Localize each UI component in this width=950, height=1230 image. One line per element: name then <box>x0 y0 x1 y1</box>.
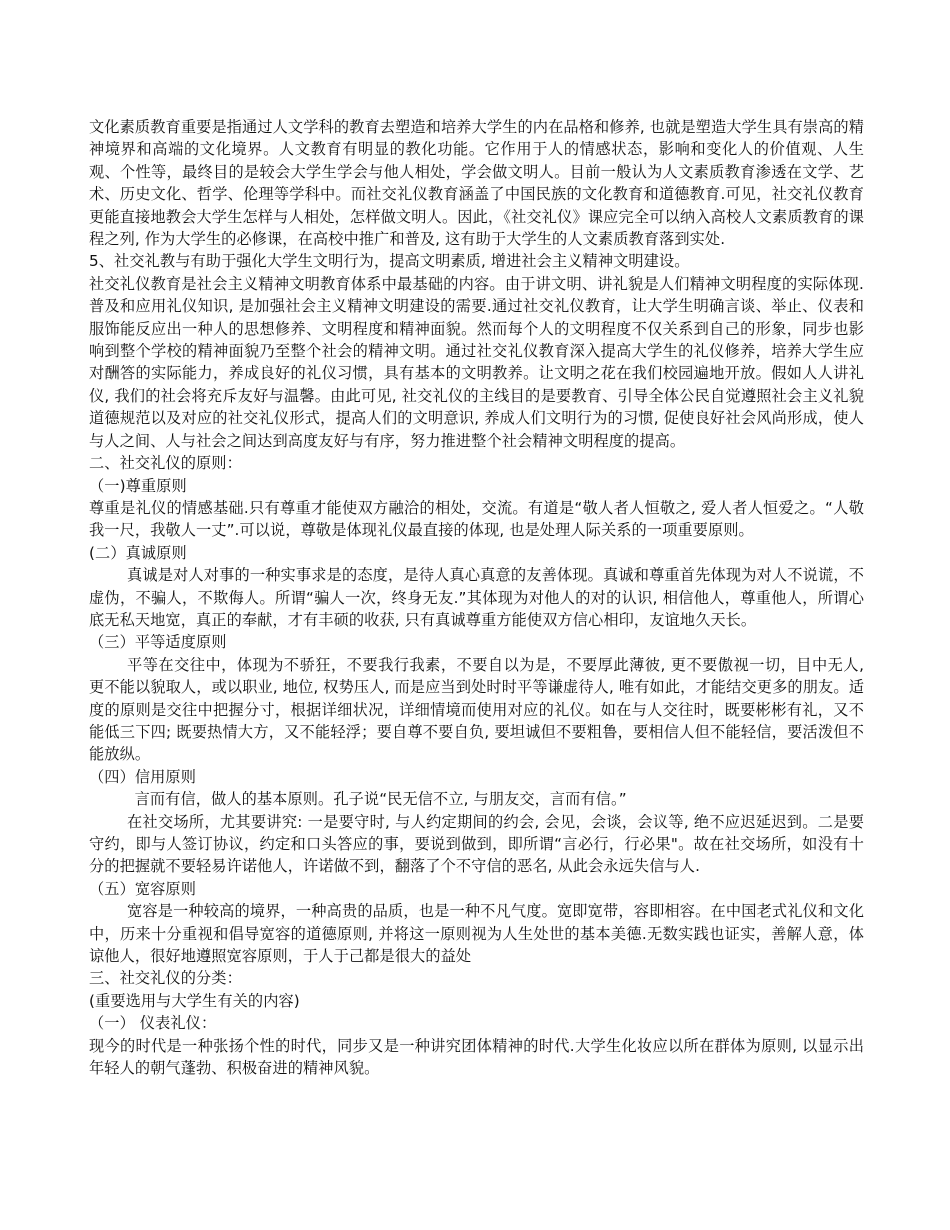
subheading-equality: （三）平等适度原则 <box>89 633 227 652</box>
classification-note: (重要选用与大学生有关的内容) <box>89 991 300 1010</box>
paragraph-equality: 平等在交往中，体现为不骄狂，不要我行我素，不要自以为是，不要厚此薄彼, 更不要傲视一切，目中无人, 更不能以貌取人，或以职业, 地位, 权势压人, 而是应当到处时时平等谦虚待人, 唯有如此，才能结交更多的朋友。适度的原则是交往中把握分寸，根据详细状况，详细情境而使用对应的礼仪。如在与人交往时，既要彬彬有礼，又不能低三下四; 既要热情大方，又不能轻浮；要自尊不要自负, 要坦诚但不要粗鲁，要相信人但不能轻信，要活泼但不能放纵。 <box>89 655 864 764</box>
section-heading-classification: 三、社交礼仪的分类： <box>89 969 242 988</box>
paragraph-sincerity: 真诚是对人对事的一种实事求是的态度，是待人真心真意的友善体现。真诚和尊重首先体现为对人不说谎，不虚伪，不骗人，不欺侮人。所谓“骗人一次，终身无友.”其体现为对他人的对的认识, 相信他人，尊重他人，所谓心底无私天地宽，真正的奉献，才有丰硕的收获, 只有真诚尊重方能使双方信心相印，友谊地久天长。 <box>89 566 864 629</box>
subheading-appearance-etiquette: （一） 仪表礼仪： <box>89 1014 217 1033</box>
subheading-respect: （一)尊重原则 <box>89 476 187 495</box>
paragraph-credit: 在社交场所，尤其要讲究: 一是要守时, 与人约定期间的约会, 会见，会谈，会议等, 绝不应迟延迟到。二是要守约，即与人签订协议，约定和口头答应的事，要说到做到，即所谓“言必行，行必果"。故在社交场所，如没有十分的把握就不要轻易许诺他人，许诺做不到，翻落了个不守信的恶名, 从此会永远失信与人. <box>89 812 864 876</box>
subheading-tolerance: （五）宽容原则 <box>89 879 197 898</box>
heading-point-5: 5、社交礼教与有助于强化大学生文明行为，提高文明素质, 增进社会主义精神文明建设。 <box>89 252 690 271</box>
document-page <box>89 116 864 1079</box>
subheading-sincerity: (二）真诚原则 <box>89 543 187 562</box>
paragraph-respect: 尊重是礼仪的情感基础.只有尊重才能使双方融洽的相处，交流。有道是“敬人者人恒敬之, 爱人者人恒爱之。“人敬我一尺，我敬人一丈”.可以说，尊敬是体现礼仪最直接的体现, 也是处理人际关系的一项重要原则。 <box>89 498 864 540</box>
section-heading-principles: 二、社交礼仪的原则： <box>89 454 242 473</box>
paragraph-civilization-education: 社交礼仪教育是社会主义精神文明教育体系中最基础的内容。由于讲文明、讲礼貌是人们精神文明程度的实际体现.普及和应用礼仪知识, 是加强社会主义精神文明建设的需要.通过社交礼仪教育，让大学生明确言谈、举止、仪表和服饰能反应出一种人的思想修养、文明程度和精神面貌。然而每个人的文明程度不仅关系到自己的形象，同步也影响到整个学校的精神面貌乃至整个社会的精神文明。通过社交礼仪教育深入提高大学生的礼仪修养，培养大学生应对酬答的实际能力，养成良好的礼仪习惯，具有基本的文明教养。让文明之花在我们校园遍地开放。假如人人讲礼仪, 我们的社会将充斥友好与温馨。由此可见, 社交礼仪的主线目的是要教育、引导全体公民自觉遵照社会主义礼貌道德规范以及对应的社交礼仪形式，提高人们的文明意识, 养成人们文明行为的习惯, 促使良好社会风尚形成，使人与人之间、人与社会之间达到高度友好与有序，努力推进整个社会精神文明程度的提高。 <box>89 274 864 450</box>
paragraph-credit-quote: 言而有信，做人的基本原则。孔子说“民无信不立, 与朋友交，言而有信。” <box>134 790 627 809</box>
paragraph-humanities-education: 文化素质教育重要是指通过人文学科的教育去塑造和培养大学生的内在品格和修养, 也就是塑造大学生具有崇高的精神境界和高端的文化境界。人文教育有明显的教化功能。它作用于人的情感状态，影响和变化人的价值观、人生观、个性等，最终目的是较会大学生学会与他人相处，学会做文明人。目前一般认为人文素质教育渗透在文学、艺术、历史文化、哲学、伦理等学科中。而社交礼仪教育涵盖了中国民族的文化教育和道德教育.可见，社交礼仪教育更能直接地教会大学生怎样与人相处，怎样做文明人。因此，《社交礼仪》课应完全可以纳入高校人文素质教育的课程之列, 作为大学生的必修课，在高校中推广和普及, 这有助于大学生的人文素质教育落到实处. <box>89 118 864 249</box>
paragraph-tolerance: 宽容是一种较高的境界，一种高贵的品质，也是一种不凡气度。宽即宽带，容即相容。在中国老式礼仪和文化中，历来十分重视和倡导宽容的道德原则, 并将这一原则视为人生处世的基本美德.无数实践也证实，善解人意，体谅他人，很好地遵照宽容原则，于人于己都是很大的益处 <box>89 902 864 966</box>
subheading-credit: （四）信用原则 <box>89 767 197 786</box>
paragraph-appearance: 现今的时代是一种张扬个性的时代，同步又是一种讲究团体精神的时代.大学生化妆应以所在群体为原则, 以显示出年轻人的朝气蓬勃、积极奋进的精神风貌。 <box>89 1036 864 1078</box>
